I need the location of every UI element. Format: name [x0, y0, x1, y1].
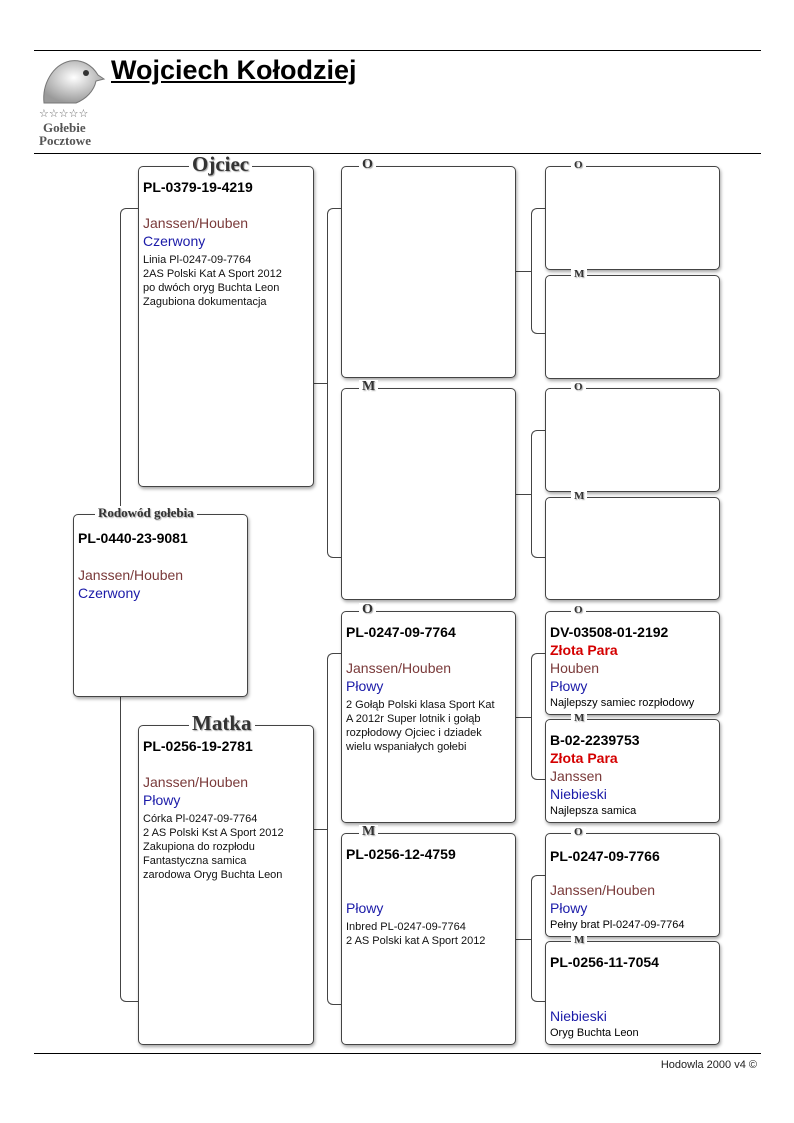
- father-card: [138, 152, 314, 487]
- mother-sd-label: M: [571, 713, 587, 724]
- father-ds-card: [545, 381, 720, 492]
- mother-ds-color: Płowy: [550, 900, 588, 916]
- father-note-4: Zagubiona dokumentacja: [143, 296, 267, 308]
- mother-sd-note: Najlepsza samica: [550, 805, 637, 817]
- mother-sire-label: O: [359, 603, 376, 617]
- footer-rule: [34, 1053, 761, 1054]
- mother-sire-strain: Janssen/Houben: [346, 660, 452, 676]
- mother-sd-award: Złota Para: [550, 750, 618, 766]
- mother-note-4: Fantastyczna samica: [143, 855, 247, 867]
- header-rule: [34, 153, 761, 154]
- father-note-2: 2AS Polski Kat A Sport 2012: [143, 268, 282, 280]
- mother-dam-label: M: [359, 825, 378, 839]
- mother-strain: Janssen/Houben: [143, 774, 249, 790]
- connector-md-tick: [516, 939, 531, 940]
- mother-dd-note: Oryg Buchta Leon: [550, 1027, 639, 1039]
- mother-dd-label: M: [571, 935, 587, 946]
- father-sd-card: [545, 268, 720, 379]
- father-ss-card: [545, 159, 720, 270]
- mother-color: Płowy: [143, 792, 181, 808]
- mother-dam-color: Płowy: [346, 900, 384, 916]
- mother-sire-color: Płowy: [346, 678, 384, 694]
- pigeon-label: Rodowód gołebia: [95, 506, 197, 519]
- pigeon-card: [73, 505, 248, 697]
- mother-dd-card: [545, 934, 720, 1045]
- mother-ss-award: Złota Para: [550, 642, 618, 658]
- mother-dd-ring: PL-0256-11-7054: [550, 954, 659, 970]
- father-dam-label: M: [359, 380, 378, 394]
- mother-ss-note: Najlepszy samiec rozpłodowy: [550, 697, 695, 709]
- father-color: Czerwony: [143, 233, 206, 249]
- father-ss-label: O: [571, 160, 586, 171]
- mother-sd-card: [545, 712, 720, 823]
- mother-ds-label: O: [571, 827, 586, 838]
- mother-ss-card: [545, 604, 720, 715]
- pigeon-logo: [36, 55, 106, 147]
- mother-sd-ring: B-02-2239753: [550, 732, 640, 748]
- mother-note-3: Zakupiona do rozpłodu: [143, 841, 255, 853]
- mother-ring: PL-0256-19-2781: [143, 738, 253, 754]
- pigeon-ring: PL-0440-23-9081: [78, 530, 188, 546]
- mother-dam-note-1: Inbred PL-0247-09-7764: [346, 921, 466, 933]
- father-sire-card: [341, 157, 516, 378]
- mother-note-1: Córka Pl-0247-09-7764: [143, 813, 258, 825]
- connector-mother-tick: [313, 829, 327, 830]
- pigeon-color: Czerwony: [78, 585, 141, 601]
- mother-dd-color: Niebieski: [550, 1008, 607, 1024]
- connector-father-tick: [313, 383, 327, 384]
- father-note-1: Linia Pl-0247-09-7764: [143, 254, 252, 266]
- father-sire-label: O: [359, 158, 376, 172]
- mother-sd-strain: Janssen: [550, 768, 603, 784]
- mother-ss-color: Płowy: [550, 678, 588, 694]
- mother-ds-note: Pełny brat Pl-0247-09-7764: [550, 919, 685, 931]
- father-note-3: po dwóch oryg Buchta Leon: [143, 282, 280, 294]
- father-label: Ojciec: [189, 154, 252, 175]
- connector-ms-tick: [516, 717, 531, 718]
- mother-dam-note-2: 2 AS Polski kat A Sport 2012: [346, 935, 486, 947]
- mother-dam-notes: [346, 920, 514, 948]
- mother-label: Matka: [189, 713, 255, 734]
- logo-text-2: Pocztowe: [39, 133, 91, 148]
- breeder-name: Wojciech Kołodziej: [111, 55, 357, 85]
- mother-sire-card: [341, 602, 516, 823]
- connector-fs-tick: [516, 271, 531, 272]
- top-rule: [34, 50, 761, 51]
- father-strain: Janssen/Houben: [143, 215, 249, 231]
- footer-text: Hodowla 2000 v4 ©: [660, 1059, 757, 1071]
- mother-ss-label: O: [571, 605, 586, 616]
- mother-ss-strain: Houben: [550, 660, 600, 676]
- logo-text-1: Gołebie: [43, 120, 86, 135]
- mother-dam-ring: PL-0256-12-4759: [346, 846, 456, 862]
- father-ring: PL-0379-19-4219: [143, 179, 253, 195]
- father-notes: [143, 253, 311, 309]
- mother-ds-card: [545, 826, 720, 937]
- father-dd-card: [545, 490, 720, 600]
- mother-note-5: zarodowa Oryg Buchta Leon: [143, 869, 283, 881]
- mother-note-2: 2 AS Polski Kst A Sport 2012: [143, 827, 284, 839]
- mother-sire-ring: PL-0247-09-7764: [346, 624, 456, 640]
- mother-card: [138, 711, 314, 1045]
- father-dam-card: [341, 379, 516, 600]
- mother-ds-strain: Janssen/Houben: [550, 882, 656, 898]
- mother-sire-notes: 2 Gołąb Polski klasa Sport Kat A 2012r Super lotnik i gołąb rozpłodowy Ojciec i dziadek wielu wspaniałych gołebi: [346, 699, 495, 753]
- pigeon-strain: Janssen/Houben: [78, 567, 184, 583]
- father-ds-label: O: [571, 382, 586, 393]
- mother-sd-color: Niebieski: [550, 786, 607, 802]
- svg-text:☆☆☆☆☆: ☆☆☆☆☆: [39, 107, 89, 120]
- connector-fd-tick: [516, 494, 531, 495]
- father-sd-label: M: [571, 269, 587, 280]
- father-dd-label: M: [571, 491, 587, 502]
- mother-dam-card: [341, 824, 516, 1045]
- mother-notes: [143, 812, 311, 882]
- mother-ss-ring: DV-03508-01-2192: [550, 624, 669, 640]
- mother-ds-ring: PL-0247-09-7766: [550, 848, 660, 864]
